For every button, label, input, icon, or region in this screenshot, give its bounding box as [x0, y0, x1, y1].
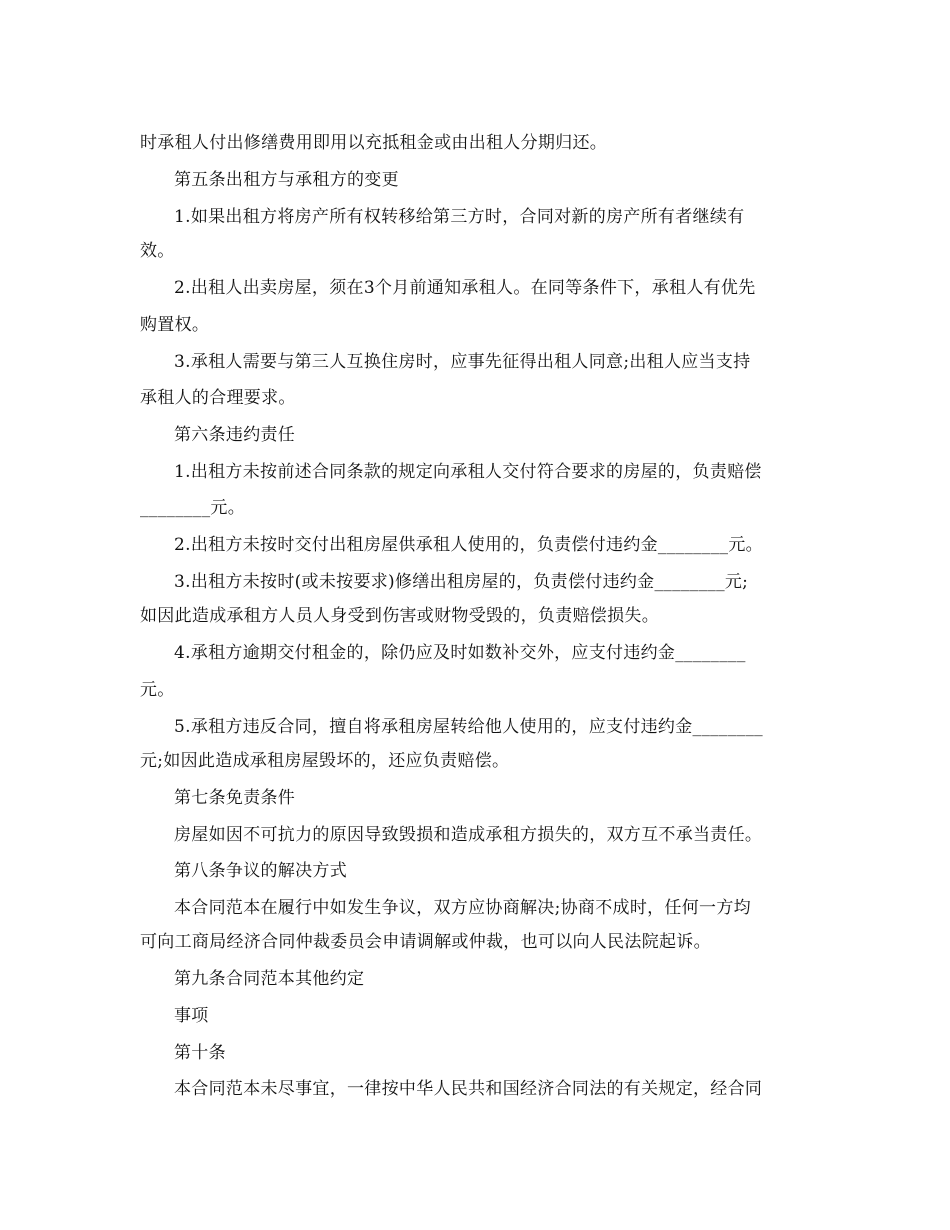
article-6-clause-1-cont: ________元。 — [140, 498, 245, 518]
article-6-clause-3: 3.出租方未按时(或未按要求)修缮出租房屋的，负责偿付违约金________元; — [174, 572, 749, 592]
article-6-clause-4-cont: 元。 — [140, 680, 175, 700]
article-6-clause-4: 4.承租方逾期交付租金的，除仍应及时如数补交外，应支付违约金________ — [174, 643, 746, 663]
article-8-body: 本合同范本在履行中如发生争议，双方应协商解决;协商不成时，任何一方均 — [174, 898, 751, 918]
article-9-heading: 第九条合同范本其他约定 — [174, 969, 365, 989]
article-6-clause-1: 1.出租方未按前述合同条款的规定向承租人交付符合要求的房屋的，负责赔偿 — [174, 462, 762, 482]
article-5-heading: 第五条出租方与承租方的变更 — [174, 170, 399, 190]
article-8-body-cont: 可向工商局经济合同仲裁委员会申请调解或仲裁，也可以向人民法院起诉。 — [140, 932, 711, 952]
article-10-body: 本合同范本未尽事宜，一律按中华人民共和国经济合同法的有关规定，经合同 — [174, 1079, 763, 1099]
article-6-clause-5: 5.承租方违反合同，擅自将承租房屋转给他人使用的，应支付违约金________ — [174, 717, 763, 737]
article-9-heading-cont: 事项 — [174, 1006, 209, 1026]
article-6-clause-3-cont: 如因此造成承租方人员人身受到伤害或财物受毁的，负责赔偿损失。 — [140, 606, 659, 626]
article-6-heading: 第六条违约责任 — [174, 425, 296, 445]
article-8-heading: 第八条争议的解决方式 — [174, 861, 347, 881]
article-5-clause-3-cont: 承租人的合理要求。 — [140, 388, 296, 408]
article-7-body: 房屋如因不可抗力的原因导致毁损和造成承租方损失的，双方互不承当责任。 — [174, 825, 763, 845]
article-5-clause-1-cont: 效。 — [140, 241, 175, 261]
article-5-clause-3: 3.承租人需要与第三人互换住房时，应事先征得出租人同意;出租人应当支持 — [174, 352, 751, 372]
paragraph-continuation-line: 时承租人付出修缮费用即用以充抵租金或由出租人分期归还。 — [140, 133, 608, 153]
article-5-clause-1: 1.如果出租方将房产所有权转移给第三方时，合同对新的房产所有者继续有 — [174, 207, 745, 227]
article-7-heading: 第七条免责条件 — [174, 788, 296, 808]
article-6-clause-2: 2.出租方未按时交付出租房屋供承租人使用的，负责偿付违约金________元。 — [174, 535, 763, 555]
article-5-clause-2: 2.出租人出卖房屋，须在3个月前通知承租人。在同等条件下，承租人有优先 — [174, 278, 756, 298]
article-6-clause-5-cont: 元;如因此造成承租房屋毁坏的，还应负责赔偿。 — [140, 751, 510, 771]
article-10-heading: 第十条 — [174, 1043, 226, 1063]
article-5-clause-2-cont: 购置权。 — [140, 315, 210, 335]
